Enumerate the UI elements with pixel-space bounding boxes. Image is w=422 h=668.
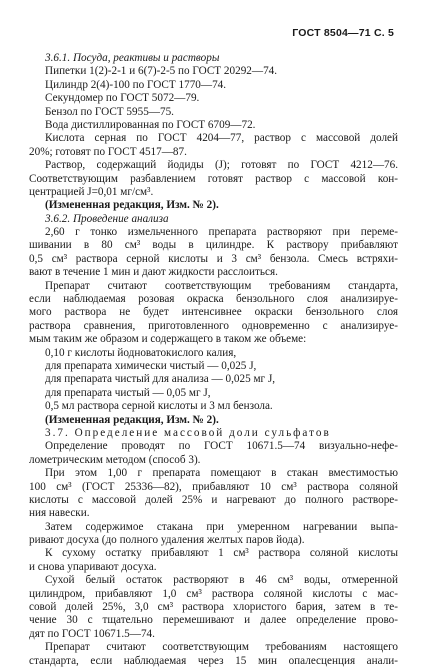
- text-line: шивании в 80 см³ воды в цилиндре. К раствору прибавляют: [29, 239, 398, 252]
- text-line: 0,5 см³ раствора серной кислоты и 3 см³ бензола. Смесь встряхи-: [29, 252, 398, 265]
- text-line: Пипетки 1(2)-2-1 и 6(7)-2-5 по ГОСТ 20292—74.: [45, 65, 278, 78]
- text-line: 2,60 г тонко измельченного препарата растворяют при переме-: [45, 226, 398, 239]
- text-line: центрацией J=0,01 мг/см³.: [29, 185, 154, 198]
- text-line: 20%; готовят по ГОСТ 4517—87.: [29, 145, 187, 158]
- text-line: При этом 1,00 г препарата помещают в стакан вместимостью: [45, 467, 398, 480]
- text-line: 0,10 г кислоты йодноватокислого калия,: [45, 346, 237, 359]
- text-line: Раствор, содержащий йодиды (J); готовят по ГОСТ 4212—76.: [45, 159, 398, 172]
- text-line: и снова упаривают досуха.: [29, 560, 157, 573]
- text-line: мым таким же образом и содержащего в таком же объеме:: [29, 333, 307, 346]
- text-line: Затем содержимое стакана при умеренном нагревании выпа-: [45, 520, 398, 533]
- text-line: ния навески.: [29, 507, 90, 520]
- text-line: Препарат считают соответствующим требованиям стандарта,: [45, 279, 398, 292]
- text-line: кислоты с массовой долей 25% и нагревают до полного растворе-: [29, 493, 398, 506]
- text-line: ривают досуха (до полного удаления желтых паров йода).: [29, 534, 305, 547]
- text-line: вают в течение 1 мин и дают жидкости расслоиться.: [29, 266, 278, 279]
- text-line: 3.7. Определение массовой доли сульфатов: [45, 426, 331, 439]
- text-line: Цилиндр 2(4)-100 по ГОСТ 1770—74.: [45, 78, 227, 91]
- text-line: Определение проводят по ГОСТ 10671.5—74 визуально-нефе-: [45, 440, 398, 453]
- text-line: для препарата чистый — 0,05 мг J,: [45, 386, 211, 399]
- document-body: [29, 52, 398, 668]
- text-line: лометрическим методом (способ 3).: [29, 453, 201, 466]
- text-line: совой долей 25%, 3,0 см³ раствора хлористого бария, затем в те-: [29, 601, 398, 614]
- text-line: 100 см³ (ГОСТ 25336—82), прибавляют 10 см³ раствора соляной: [29, 480, 398, 493]
- text-line: мого раствора не будет интенсивнее окраски бензольного слоя: [29, 306, 398, 319]
- text-line: 3.6.2. Проведение анализа: [45, 212, 169, 225]
- text-line: дят по ГОСТ 10671.5—74.: [29, 627, 155, 640]
- text-line: Секундомер по ГОСТ 5072—79.: [45, 92, 200, 105]
- text-line: Препарат считают соответствующим требованиям настоящего: [45, 641, 398, 654]
- text-line: 3.6.1. Посуда, реактивы и растворы: [45, 52, 220, 64]
- text-line: Вода дистиллированная по ГОСТ 6709—72.: [45, 118, 256, 131]
- text-line: Сухой белый остаток растворяют в 46 см³ воды, отмеренной: [45, 574, 398, 587]
- text-line: 0,5 мл раствора серной кислоты и 3 мл бензола.: [45, 400, 273, 413]
- text-line: для препарата чистый для анализа — 0,025 мг J,: [45, 373, 276, 386]
- text-line: для препарата химически чистый — 0,025 J,: [45, 359, 257, 372]
- text-line: Кислота серная по ГОСТ 4204—77, раствор с массовой долей: [45, 132, 398, 145]
- text-line: раствора сравнения, приготовленного одновременно с анализируе-: [29, 319, 398, 332]
- running-header: ГОСТ 8504—71 С. 5: [292, 27, 394, 39]
- text-line: Соответствующим разбавлением готовят раствор с массовой кон-: [29, 172, 398, 185]
- text-line: Бензол по ГОСТ 5955—75.: [45, 105, 174, 118]
- text-line: цилиндром, прибавляют 1,0 см³ раствора соляной кислоты с мас-: [29, 587, 398, 600]
- text-line: если наблюдаемая розовая окраска бензольного слоя анализируе-: [29, 293, 398, 306]
- text-line: К сухому остатку прибавляют 1 см³ раствора соляной кислоты: [45, 547, 398, 560]
- text-line: чение 30 с тщательно перемешивают и далее определение прово-: [29, 614, 398, 627]
- text-line: стандарта, если наблюдаемая через 15 мин опалесценция анали-: [29, 654, 398, 667]
- text-line: (Измененная редакция, Изм. № 2).: [45, 199, 219, 212]
- text-line: (Измененная редакция, Изм. № 2).: [45, 413, 219, 426]
